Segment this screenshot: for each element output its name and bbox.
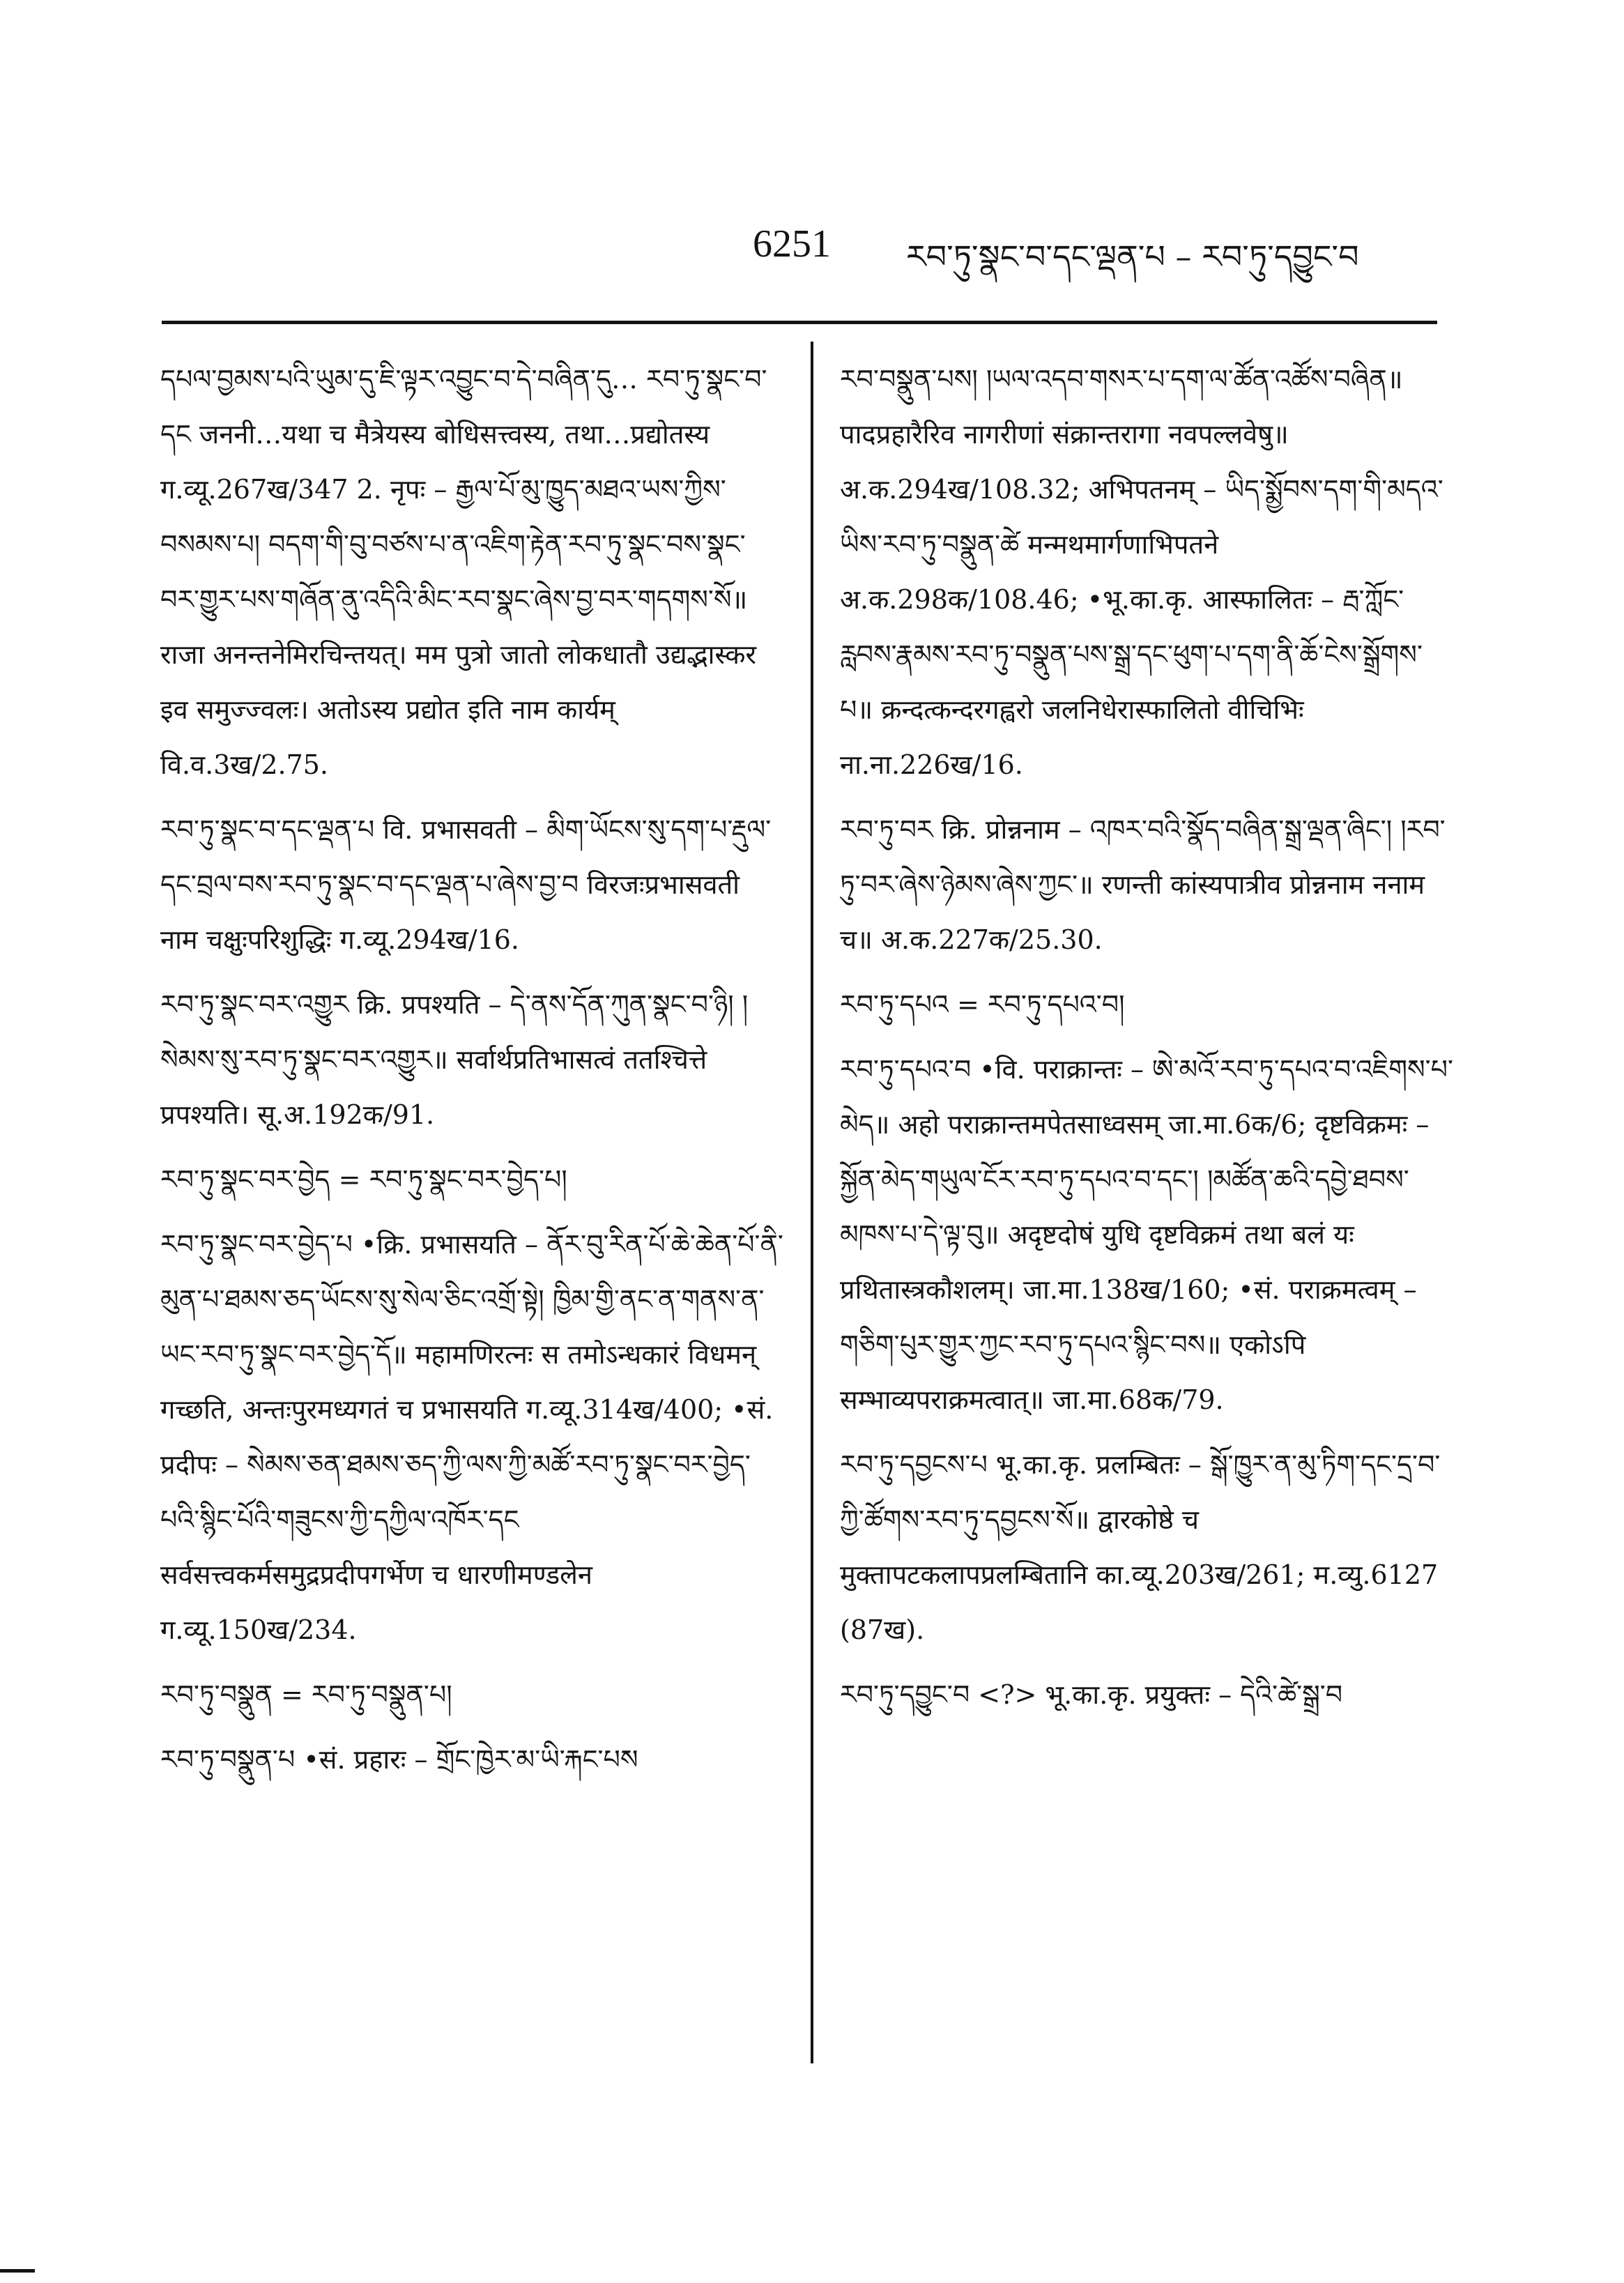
- entry-text: རབ་ཏུ་བསྣུན = རབ་ཏུ་བསྣུན་པ།: [160, 1679, 452, 1710]
- dictionary-entry: [160, 1732, 784, 1787]
- dictionary-entry: [160, 1667, 784, 1723]
- column-divider: [811, 342, 813, 2063]
- entry-text: རབ་ཏུ་དཔའ་བ •वि. पराक्रान्तः – ཨེ་མའོ་རབ་ཏུ་དཔའ་བ་འཇིགས་པ་མེད॥ अहो पराक्रान्तमपेतसाध्वसम् जा.मा.6क/6; दृष्टविक्रमः – སྐྱོན་མེད་གཡུལ་ངོར་རབ་ཏུ་དཔའ་བ་དང་། །མཚོན་ཆའི་དབྱེ་ཐབས་མཁས་པ་དེ་ལྟ་བུ॥ अदृष्टदोषं युधि दृष्टविक्रमं तथा बलं यः प्रथितास्त्रकौशलम्। जा.मा.138ख/160; •सं. पराक्रमत्वम् – གཅིག་པུར་གྱུར་ཀྱང་རབ་ཏུ་དཔའ་སྙིང་བས॥ एकोऽपि सम्भाव्यपराक्रमत्वात्॥ जा.मा.68क/79.: [840, 1054, 1453, 1415]
- entry-text: རབ་ཏུ་དཔའ = རབ་ཏུ་དཔའ་བ།: [840, 989, 1125, 1020]
- entry-text: རབ་ཏུ་བར क्रि. प्रोन्ननाम – འཁར་བའི་སྣོད་བཞིན་སྒྲ་ལྡན་ཞིང་། །རབ་ཏུ་བར་ཞེས་ཉེམས་ཞེས་ཀྱང་॥ रणन्ती कांस्यपात्रीव प्रोन्ननाम ननाम च॥ अ.क.227क/25.30.: [840, 814, 1446, 955]
- dictionary-entry: [840, 1667, 1453, 1723]
- scan-edge-mark: [0, 2269, 35, 2273]
- entry-text: རབ་ཏུ་དབྱུང་བ <?> भू.का.कृ. प्रयुक्तः – དེའི་ཚེ་སྒྲ་བ: [840, 1679, 1343, 1710]
- entry-text: རབ་ཏུ་སྣང་བར་བྱེད = རབ་ཏུ་སྣང་བར་བྱེད་པ།: [160, 1164, 567, 1195]
- dictionary-entry: [840, 1042, 1453, 1428]
- entry-text: རབ་ཏུ་སྣང་བར་འགྱུར क्रि. प्रपश्यति – དེ་ནས་དོན་ཀུན་སྣང་བ་ཉི། །སེམས་སུ་རབ་ཏུ་སྣང་བར་འགྱུར॥ सर्वार्थप्रतिभासत्वं ततश्चित्ते प्रपश्यति। सू.अ.192क/91.: [160, 989, 749, 1130]
- dictionary-entry: [160, 977, 784, 1143]
- left-column: [160, 352, 784, 2081]
- dictionary-entry: [840, 802, 1453, 968]
- entry-text: རབ་ཏུ་བསྣུན་པ •सं. प्रहारः – གྲོང་ཁྱེར་མ་ཡི་རྐང་པས: [160, 1744, 638, 1775]
- dictionary-entry: [160, 352, 784, 793]
- dictionary-entry: [160, 802, 784, 968]
- page-number: 6251: [753, 222, 831, 266]
- right-column: [840, 352, 1453, 2081]
- running-head: རབ་ཏུ་སྣང་བ་དང་ལྡན་པ – རབ་ཏུ་དབྱུང་བ: [906, 238, 1359, 275]
- dictionary-entry: [840, 352, 1453, 793]
- entry-text: རབ་ཏུ་སྣང་བ་དང་ལྡན་པ वि. प्रभासवती – མིག་ཡོངས་སུ་དག་པ་རྡུལ་དང་བྲལ་བས་རབ་ཏུ་སྣང་བ་དང་ལྡན་པ་ཞེས་བྱ་བ विरजःप्रभासवती नाम चक्षुःपरिशुद्धिः ग.व्यू.294ख/16.: [160, 814, 772, 955]
- dictionary-entry: [840, 977, 1453, 1032]
- entry-text: རབ་ཏུ་དབྱངས་པ भू.का.कृ. प्रलम्बितः – སྒོ་ཁྱུར་ན་མུ་ཏིག་དང་དྲ་བ་ཀྱི་ཚོགས་རབ་ཏུ་དབྱངས་སོ॥ द्वारकोष्ठे च मुक्तापटकलापप्रलम्बितानि का.व्यू.203ख/261; म.व्यु.6127 (87ख).: [840, 1449, 1441, 1645]
- dictionary-entry: [840, 1437, 1453, 1658]
- dictionary-entry: [160, 1152, 784, 1207]
- entry-text: རབ་ཏུ་སྣང་བར་བྱེད་པ •क्रि. प्रभासयति – ནོར་བུ་རིན་པོ་ཆེ་ཆེན་པོ་ནི་མུན་པ་ཐམས་ཅད་ཡོངས་སུ་སེལ་ཅིང་འགྲོ་སྟེ། ཁྱིམ་གྱི་ནང་ན་གནས་ན་ཡང་རབ་ཏུ་སྣང་བར་བྱེད་དོ॥ महामणिरत्नः स तमोऽन्धकारं विधमन् गच्छति, अन्तःपुरमध्यगतं च प्रभासयति ग.व्यू.314ख/400; •सं. प्रदीपः – སེམས་ཅན་ཐམས་ཅད་ཀྱི་ལས་ཀྱི་མཚོ་རབ་ཏུ་སྣང་བར་བྱེད་པའི་སྙིང་པོའི་གཟུངས་ཀྱི་དཀྱིལ་འཁོར་དང सर्वसत्त्वकर्मसमुद्रप्रदीपगर्भेण च धारणीमण्डलेन ग.व्यू.150ख/234.: [160, 1229, 783, 1645]
- dictionary-entry: [160, 1217, 784, 1658]
- entry-text: དཔལ་བྱམས་པའི་ཡུམ་དུ་ཇི་ལྟར་འབྱུང་བ་དེ་བཞིན་དུ… རབ་ཏུ་སྣང་བ་དང जननी…यथा च मैत्रेयस्य बोधिसत्त्वस्य, तथा…प्रद्योतस्य ग.व्यू.267ख/347 2. नृपः – རྒྱལ་པོ་མུ་ཁྱུད་མཐའ་ཡས་ཀྱིས་བསམས་པ། བདག་གི་བུ་བཙས་པ་ན་འཇིག་རྟེན་རབ་ཏུ་སྣང་བས་སྣང་བར་གྱུར་པས་གཞོན་ནུ་འདིའི་མིང་རབ་སྣང་ཞེས་བྱ་བར་གདགས་སོ॥ राजा अनन्तनेमिरचिन्तयत्। मम पुत्रो जातो लोकधातौ उद्यद्भास्कर इव समुज्ज्वलः। अतोऽस्य प्रद्योत इति नाम कार्यम् वि.व.3ख/2.75.: [160, 364, 767, 780]
- entry-text: རབ་བསྣུན་པས། །ཡལ་འདབ་གསར་པ་དག་ལ་ཚོན་འཚོས་བཞིན॥ पादप्रहारैरिव नागरीणां संक्रान्तरागा नवपल्लवेषु॥ अ.क.294ख/108.32; अभिपतनम् – ཡིད་སྨྱོབས་དག་གི་མདའ་ཡིས་རབ་ཏུ་བསྣུན་ཚེ मन्मथमार्गणाभिपतने अ.क.298क/108.46; •भू.का.कृ. आस्फालितः – རྦ་ཀློང་རླབས་རྣམས་རབ་ཏུ་བསྣུན་པས་སྒྲ་དང་ཕུག་པ་དག་ནི་ཆོ་ངེས་སྒྲོགས་པ॥ क्रन्दत्कन्दरगह्वरो जलनिधेरास्फालितो वीचिभिः ना.ना.226ख/16.: [840, 364, 1443, 780]
- header-rule: [162, 321, 1437, 324]
